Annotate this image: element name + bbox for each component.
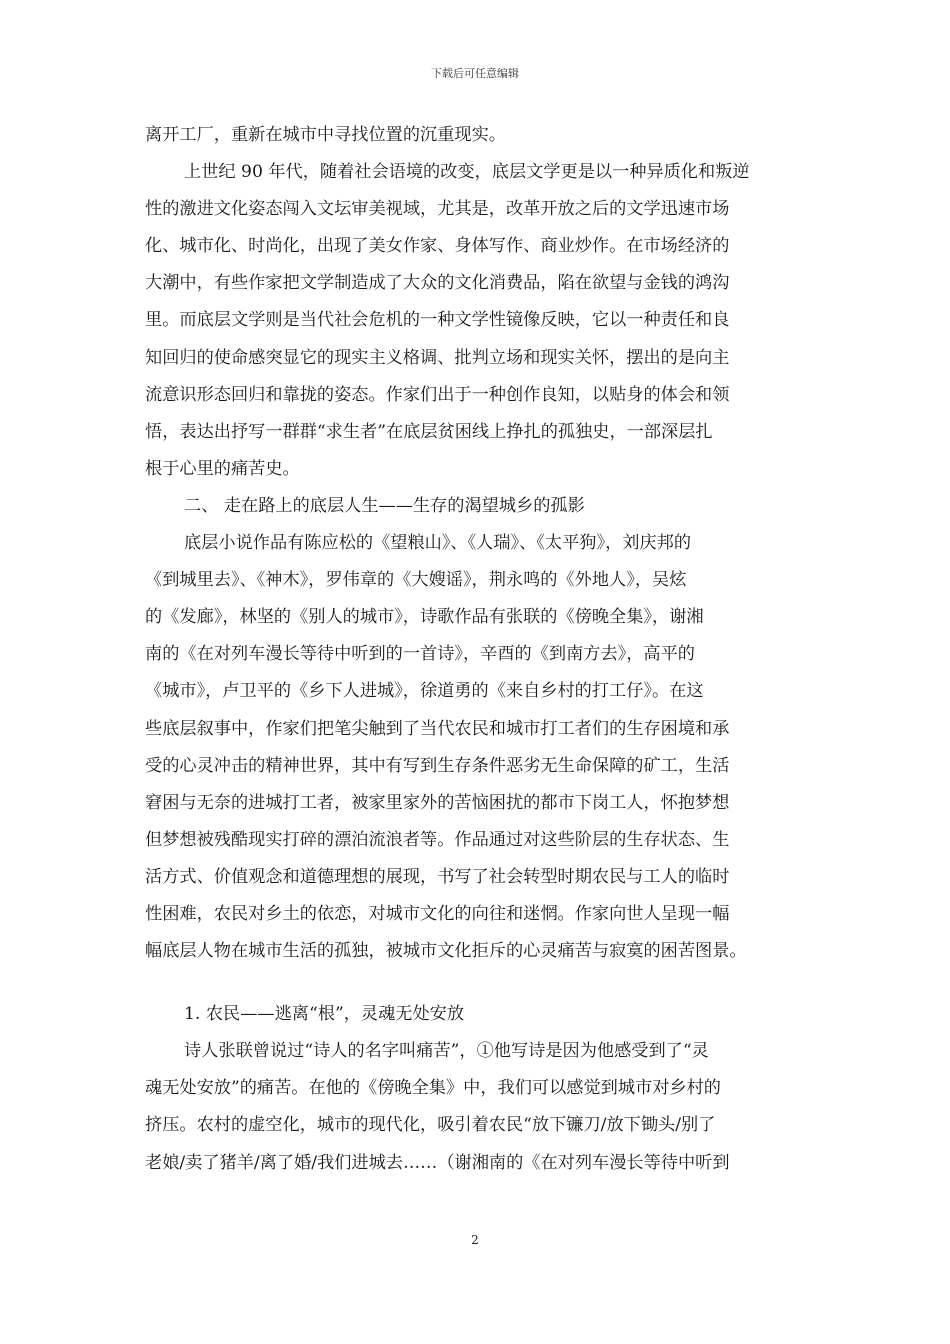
paragraph-3 — [145, 525, 807, 970]
text-line: 性困难，农民对乡土的依恋，对城市文化的向往和迷惘。作家向世人呈现一幅 — [145, 903, 730, 924]
text-line: 诗人张联曾说过“诗人的名字叫痛苦”，①他写诗是因为他感受到了“灵 — [184, 1041, 709, 1062]
page-header: 下载后可任意编辑 — [431, 67, 519, 80]
text-line: 化、城市化、时尚化，出现了美女作家、身体写作、商业炒作。在市场经济的 — [145, 236, 730, 257]
text-line: 老娘/卖了猪羊/离了婚/我们进城去……（谢湘南的《在对列车漫长等待中听到 — [145, 1152, 730, 1173]
blank-line — [145, 970, 807, 996]
text-line: 《城市》，卢卫平的《乡下人进城》，徐道勇的《来自乡村的打工仔》。在这 — [145, 681, 704, 702]
section-heading: 二、 走在路上的底层人生——生存的渴望城乡的孤影 — [184, 495, 585, 516]
text-line: 知回归的使命感突显它的现实主义格调、批判立场和现实关怀，摆出的是向主 — [145, 347, 730, 368]
text-line: 大潮中，有些作家把文学制造成了大众的文化消费品，陷在欲望与金钱的鸿沟 — [145, 273, 730, 294]
subsection-heading: 1. 农民——逃离“根”，灵魂无处安放 — [184, 1004, 465, 1025]
paragraph-4 — [145, 1033, 807, 1181]
text-line: 离开工厂，重新在城市中寻找位置的沉重现实。 — [145, 125, 506, 145]
text-line: 流意识形态回归和靠拢的姿态。作家们出于一种创作良知，以贴身的体会和领 — [145, 384, 730, 405]
text-line: 挤压。农村的虚空化，城市的现代化，吸引着农民“放下镰刀/放下锄头/别了 — [145, 1115, 716, 1136]
text-line: 些底层叙事中，作家们把笔尖触到了当代农民和城市打工者们的生存困境和承 — [145, 718, 730, 739]
text-line: 里。而底层文学则是当代社会危机的一种文学性镜像反映，它以一种责任和良 — [145, 310, 730, 331]
paragraph-2 — [145, 154, 807, 488]
text-line: 魂无处安放”的痛苦。在他的《傍晚全集》中，我们可以感觉到城市对乡村的 — [145, 1078, 721, 1099]
paragraph-1 — [145, 117, 807, 154]
text-line: 受的心灵冲击的精神世界，其中有写到生存条件恶劣无生命保障的矿工，生活 — [145, 755, 730, 776]
document-body — [145, 117, 807, 1182]
text-line: 根于心里的痛苦史。 — [145, 458, 300, 479]
text-line: 的《发廊》，林坚的《别人的城市》，诗歌作品有张联的《傍晚全集》，谢湘 — [145, 607, 704, 628]
text-line: 《到城里去》、《神木》，罗伟章的《大嫂谣》，荆永鸣的《外地人》，吴炫 — [145, 570, 687, 591]
text-line: 活方式、价值观念和道德理想的展现，书写了社会转型时期农民与工人的临时 — [145, 866, 730, 887]
text-line: 幅底层人物在城市生活的孤独，被城市文化拒斥的心灵痛苦与寂寞的困苦图景。 — [145, 941, 747, 962]
text-line: 上世纪 90 年代，随着社会语境的改变，底层文学更是以一种异质化和叛逆 — [184, 162, 750, 183]
text-line: 性的激进文化姿态闯入文坛审美视域，尤其是，改革开放之后的文学迅速市场 — [145, 199, 730, 220]
text-line: 窘困与无奈的进城打工者，被家里家外的苦恼困扰的都市下岗工人，怀抱梦想 — [145, 792, 730, 813]
text-line: 底层小说作品有陈应松的《望粮山》、《人瑞》、《太平狗》，刘庆邦的 — [184, 533, 692, 554]
page-number: 2 — [471, 1233, 479, 1247]
text-line: 悟，表达出抒写一群群“求生者”在底层贫困线上挣扎的孤独史，一部深层扎 — [145, 421, 713, 442]
text-line: 但梦想被残酷现实打碎的漂泊流浪者等。作品通过对这些阶层的生存状态、生 — [145, 829, 730, 850]
text-line: 南的《在对列车漫长等待中听到的一首诗》，辛酉的《到南方去》，高平的 — [145, 644, 695, 665]
